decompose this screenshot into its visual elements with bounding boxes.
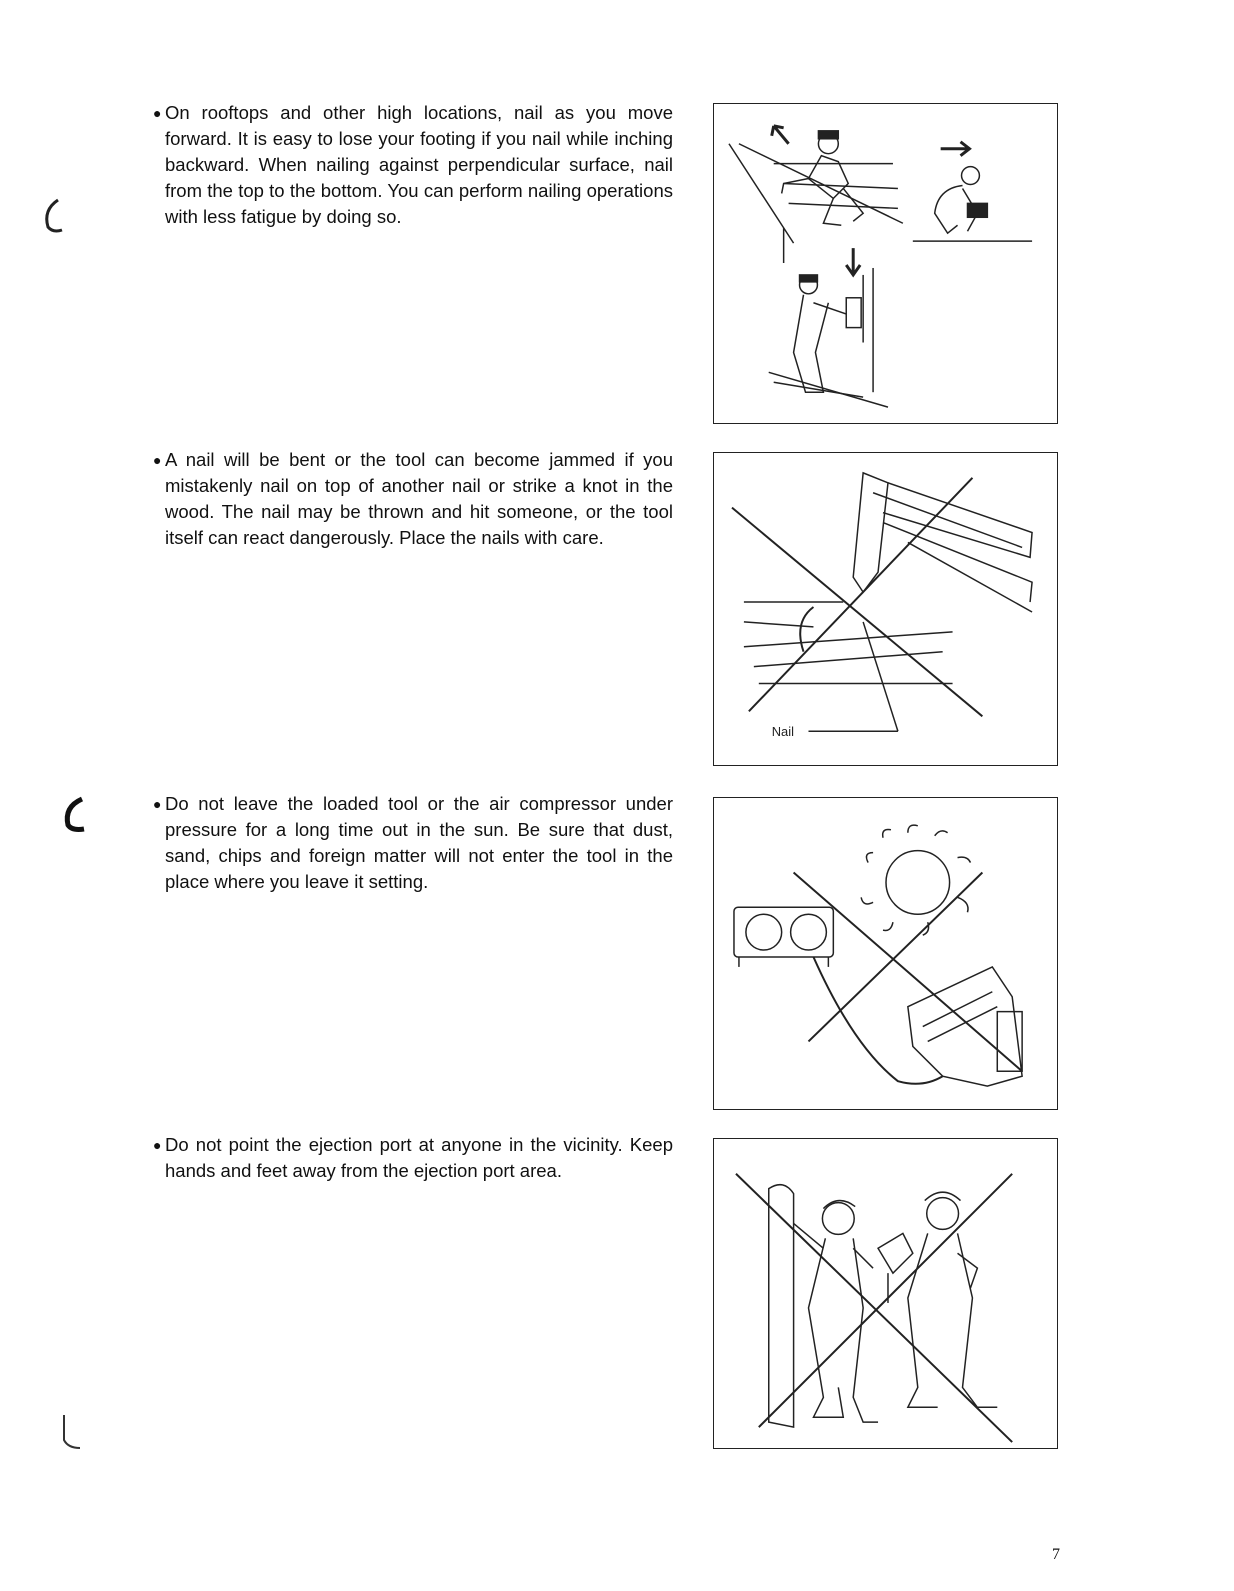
ejection-drawing — [714, 1139, 1057, 1448]
rooftop-nailing-illustration — [713, 103, 1058, 424]
nail-drawing — [714, 453, 1057, 765]
nail-label: Nail — [771, 724, 794, 740]
tool-in-sun-illustration — [713, 797, 1058, 1110]
instruction-nail-on-nail — [153, 447, 673, 551]
binding-hole-mark — [58, 1410, 88, 1455]
instruction-text: Do not leave the loaded tool or the air compressor under pressure for a long time out in the sun. Be sure that dust, sand, chips and foreign matter will not enter the tool in the place where you leave it setting. — [165, 793, 673, 892]
instruction-text: A nail will be bent or the tool can become jammed if you mistakenly nail on top of another nail or strike a knot in the wood. The nail may be thrown and hit someone, or the tool itself can react dangerously. Place the nails with care. — [165, 449, 673, 548]
rooftop-drawing — [714, 104, 1057, 423]
bullet-icon: ● — [153, 796, 162, 812]
instruction-text: Do not point the ejection port at anyone in the vicinity. Keep hands and feet away from the ejection port area. — [165, 1134, 673, 1181]
bullet-icon: ● — [153, 1137, 162, 1153]
ejection-port-illustration — [713, 1138, 1058, 1449]
instruction-ejection-port — [153, 1132, 673, 1184]
instruction-tool-in-sun — [153, 791, 673, 895]
instruction-text: On rooftops and other high locations, nail as you move forward. It is easy to lose your footing if you nail while inching backward. When nailing against perpendicular surface, nail from the top to the bottom. You can perform nailing operations with less fatigue by doing so. — [165, 102, 673, 227]
nail-on-nail-illustration — [713, 452, 1058, 766]
sun-drawing — [714, 798, 1057, 1109]
binding-hole-mark — [38, 195, 66, 235]
bullet-icon: ● — [153, 105, 162, 121]
sun-icon — [886, 851, 950, 915]
bullet-icon: ● — [153, 452, 162, 468]
binding-hole-mark — [58, 795, 88, 835]
page-number: 7 — [1052, 1546, 1060, 1563]
instruction-rooftop — [153, 100, 673, 230]
